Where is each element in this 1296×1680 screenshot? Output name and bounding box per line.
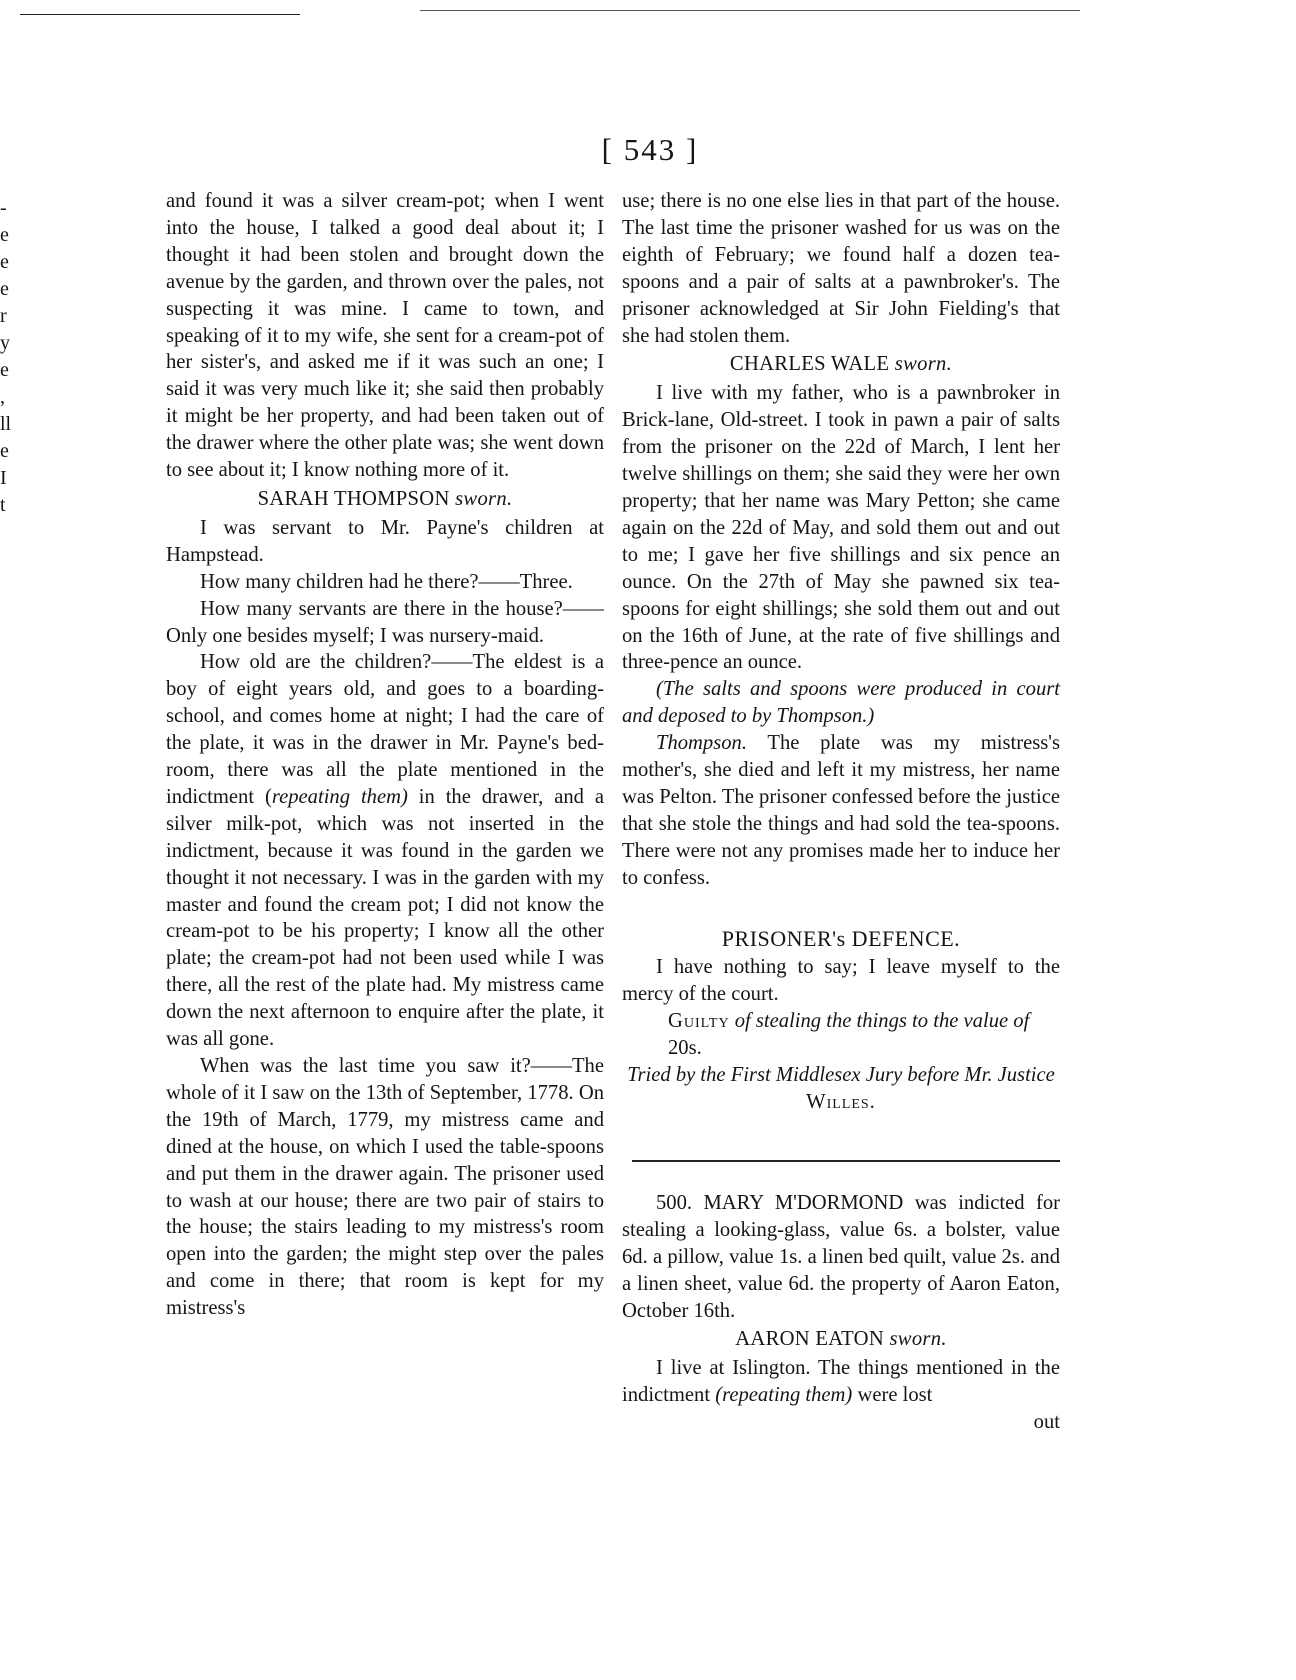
right-paragraph-4-italic: (repeating them) xyxy=(715,1384,853,1407)
tried-text: Tried by the First Middlesex Jury before Mr. Justice xyxy=(627,1064,1055,1087)
left-paragraph-2: I was servant to Mr. Payne's children at Hampstead. xyxy=(166,516,604,566)
speaker-thompson: Thompson. xyxy=(656,732,747,755)
left-paragraph-5-italic: repeating them) xyxy=(271,785,408,808)
right-paragraph-4-c: were lost xyxy=(852,1384,933,1407)
top-rule-left xyxy=(20,14,300,15)
left-column xyxy=(166,188,604,1322)
case-text: was indicted for stealing a looking-glass, value 6s. a bolster, value 6d. a pillow, value 1s. a linen bed quilt, value 2s. and a linen sheet, value 6d. the property of Aaron Eaton, October 16th. xyxy=(622,1191,1061,1322)
court-note: (The salts and spoons were produced in court and deposed to by Thompson.) xyxy=(622,678,1060,728)
right-paragraph-4-a: I live at Islington. The things mentioned in the indictment xyxy=(622,1357,1060,1407)
left-paragraph-1: and found it was a silver cream-pot; when I went into the house, I talked a good deal about it; I thought it had been stolen and brought down the avenue by the garden, and thrown over the pales, not suspecting it was mine. I came to town, and speaking of it to my wife, she sent for a cream-pot of her sister's, and asked me if it was such an one; I said it was very much like it; she said then probably it might be her property, and had been taken out of the drawer where the other plate was; she went down to see about it; I know nothing more of it. xyxy=(166,190,604,482)
case-number: 500. xyxy=(656,1191,693,1214)
right-paragraph-1: use; there is no one else lies in that part of the house. The last time the prisoner washed for us was on the eighth of February; we found half a dozen tea-spoons and a pair of salts at a pawnbroker's. The prisoner acknowledged at Sir John Fielding's that she had stolen them. xyxy=(622,190,1060,347)
left-paragraph-5-a: How old are the children?——The eldest is a boy of eight years old, and goes to a boarding-school, and comes home at night; I had the care of the plate, it was in the drawer in Mr. Payne's bed-room, there was all the plate mentioned in the indictment ( xyxy=(166,651,604,808)
witness-heading-charles-wale xyxy=(622,351,1060,378)
sworn-label: sworn. xyxy=(894,353,953,376)
defence-heading: PRISONER's DEFENCE. xyxy=(721,925,961,951)
verdict-text: of stealing the things to the value of xyxy=(729,1010,1030,1033)
right-paragraph-3 xyxy=(622,730,1060,891)
case-separator-rule xyxy=(632,1160,1060,1162)
left-paragraph-5 xyxy=(166,649,604,1053)
tried-by xyxy=(622,1062,1060,1116)
defence-text: I have nothing to say; I leave myself to the mercy of the court. xyxy=(622,956,1060,1006)
witness-name: SARAH THOMPSON xyxy=(257,487,450,510)
right-column xyxy=(622,188,1060,1436)
verdict-guilty: Guilty xyxy=(668,1010,730,1033)
sworn-label: sworn. xyxy=(889,1328,947,1351)
catchword: out xyxy=(1033,1411,1060,1434)
left-paragraph-5-c: in the drawer, and a silver milk-pot, which was not inserted in the indictment, because it was found in the garden we thought it not necessary. I was in the garden with my master and found the cream pot; I did not know the cream-pot to be his property; I know all the other plate; the cream-pot had not been used while I was there, all the rest of the plate had. My mistress came down the next afternoon to enquire after the plate, it was all gone. xyxy=(166,785,604,1051)
left-margin-bleed: - e e e r y e , ll e I t xyxy=(0,197,12,516)
page-number: [ 543 ] xyxy=(601,132,699,167)
sworn-label: sworn. xyxy=(455,487,513,510)
verdict xyxy=(622,1008,1060,1062)
left-paragraph-6: When was the last time you saw it?——The whole of it I saw on the 13th of September, 1778. On the 19th of March, 1779, my mistress came and dined at the house, on which I used the table-spoons and put them in the drawer again. The prisoner used to wash at our house; there are two pair of stairs to the house; the stairs leading to my mistress's room open into the garden; the might step over the pales and come in there; that room is kept for my mistress's xyxy=(166,1055,604,1320)
witness-heading-sarah-thompson xyxy=(166,486,604,513)
witness-name: AARON EATON xyxy=(735,1328,885,1351)
case-name: MARY M'DORMOND xyxy=(703,1191,904,1214)
judge-name: Willes. xyxy=(806,1091,876,1113)
left-paragraph-3: How many children had he there?——Three. xyxy=(200,570,573,593)
right-paragraph-4 xyxy=(622,1355,1060,1409)
top-rule-right xyxy=(420,10,1080,11)
case-500 xyxy=(622,1190,1060,1325)
right-paragraph-2: I live with my father, who is a pawnbroker in Brick-lane, Old-street. I took in pawn a pair of salts from the prisoner on the 22d of March, I lent her twelve shillings on them; she said they were her own property; that her name was Mary Petton; she came again on the 22d of May, and sold them out and out to me; I gave her five shillings and six pence an ounce. On the 27th of May she pawned six tea-spoons for eight shillings; she sold them out and out on the 16th of June, at the rate of five shillings and three-pence an ounce. xyxy=(622,382,1060,674)
left-paragraph-4: How many servants are there in the house?——Only one besides myself; I was nursery-maid. xyxy=(166,597,604,647)
witness-heading-aaron-eaton xyxy=(622,1326,1060,1353)
right-paragraph-3-text: The plate was my mistress's mother's, she died and left it my mistress, her name was Pelton. The prisoner confessed before the justice that she stole the things and had sold the tea-spoons. There were not any promises made her to induce her to confess. xyxy=(622,732,1060,889)
witness-name: CHARLES WALE xyxy=(729,353,890,376)
verdict-amount: 20s. xyxy=(668,1037,702,1060)
